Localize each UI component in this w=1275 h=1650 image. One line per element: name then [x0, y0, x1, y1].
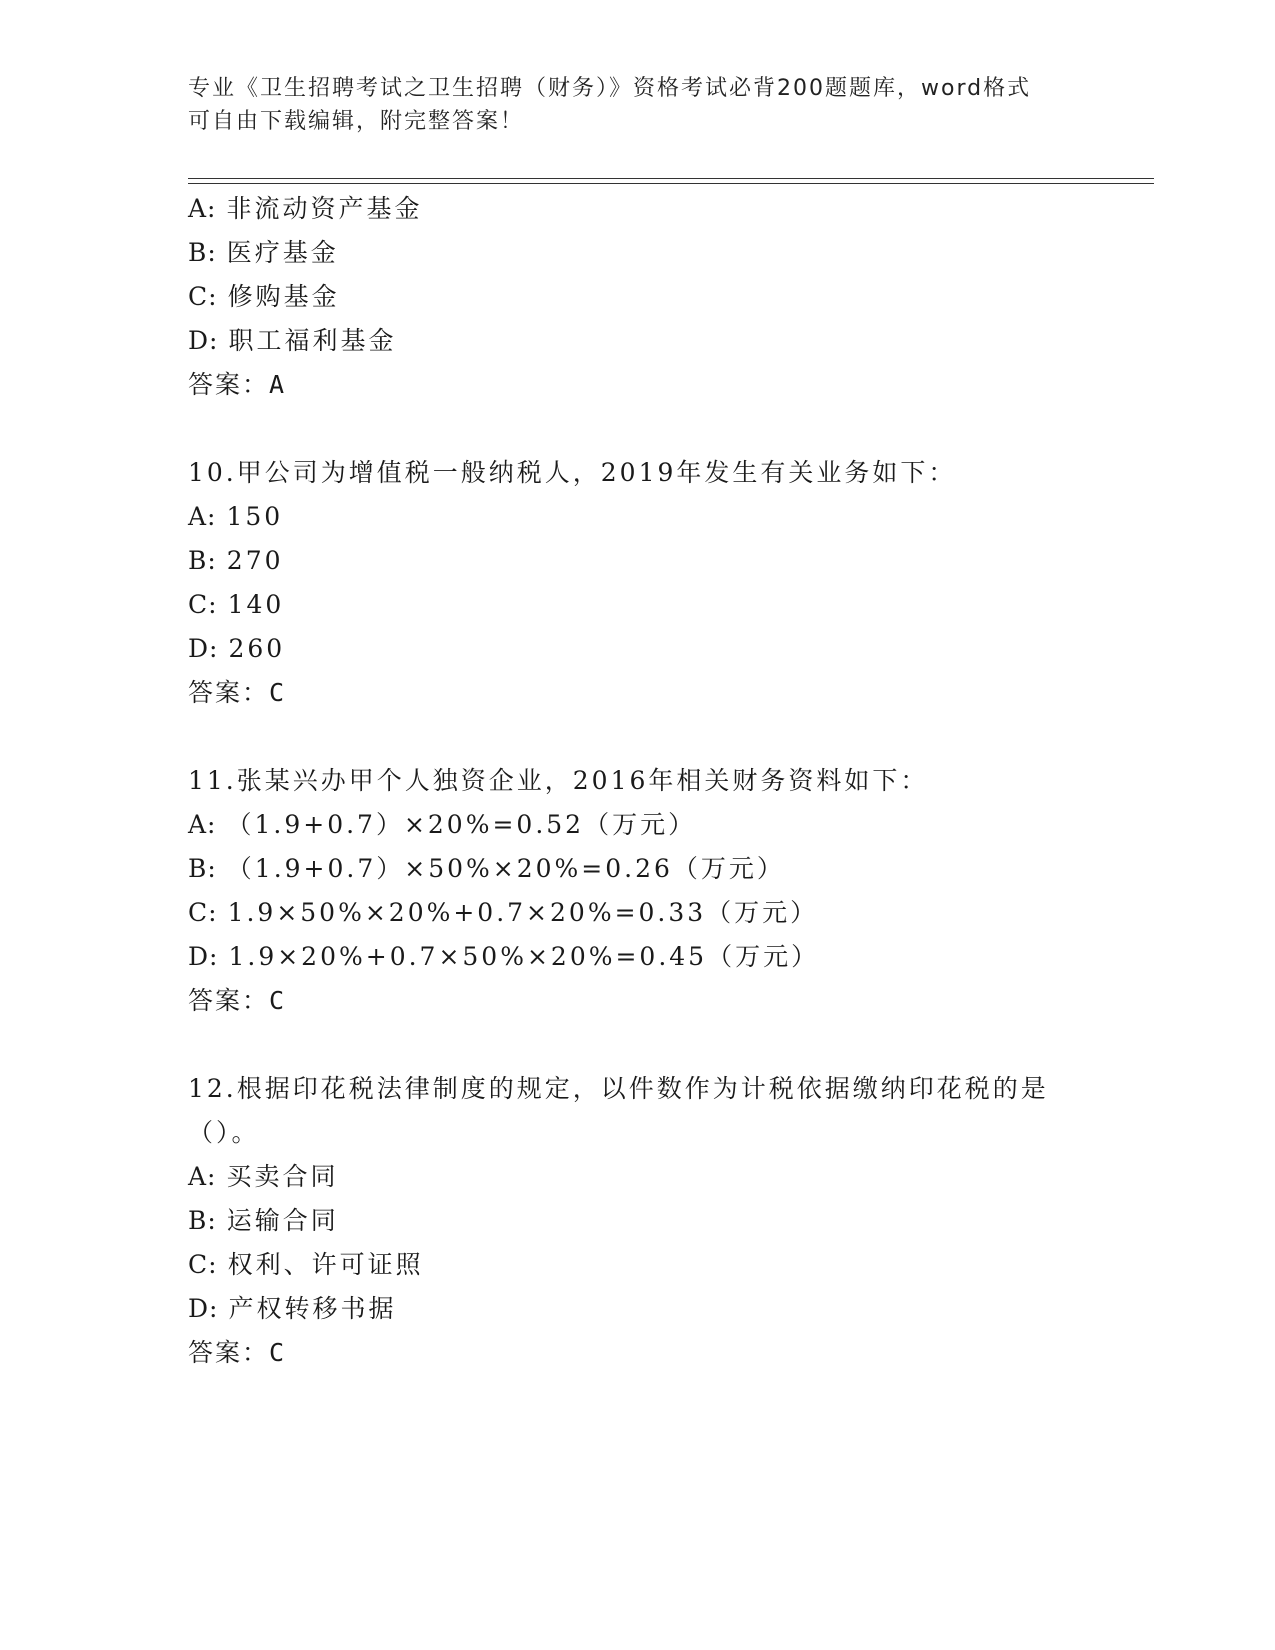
option-label: C: — [188, 1250, 218, 1279]
option-label: A: — [188, 194, 217, 223]
option-text: 买卖合同 — [226, 1162, 339, 1191]
option-text: 修购基金 — [227, 282, 340, 311]
document-header — [188, 72, 1068, 138]
option-label: C: — [188, 282, 218, 311]
q12-option-c — [188, 1250, 424, 1280]
header-divider-top — [188, 178, 1154, 179]
option-text: 1.9×20%+0.7×50%×20%=0.45（万元） — [228, 942, 820, 971]
q10-option-a — [188, 502, 283, 532]
option-label: B: — [188, 546, 217, 575]
option-label: D: — [188, 1294, 219, 1323]
q12-stem-line-1: 12.根据印花税法律制度的规定，以件数作为计税依据缴纳印花税的是 — [188, 1074, 1049, 1103]
option-label: D: — [188, 634, 219, 663]
q9-option-a — [188, 194, 423, 224]
option-label: A: — [188, 1162, 217, 1191]
option-text: 150 — [226, 502, 284, 531]
q12-option-a — [188, 1162, 339, 1192]
option-text: 医疗基金 — [226, 238, 339, 267]
option-label: A: — [188, 810, 217, 839]
option-label: D: — [188, 326, 219, 355]
q12-option-d — [188, 1294, 396, 1324]
answer-prefix: 答案： — [188, 986, 270, 1015]
option-text: 运输合同 — [226, 1206, 339, 1235]
q11-option-c — [188, 898, 818, 928]
q12-stem-line-2: （）。 — [188, 1118, 260, 1147]
header-line-1: 专业《卫生招聘考试之卫生招聘（财务）》资格考试必背200题题库，word格式 — [188, 76, 1032, 101]
answer-prefix: 答案： — [188, 678, 270, 707]
option-text: （1.9+0.7）×50%×20%=0.26（万元） — [226, 854, 785, 883]
q11-stem: 11.张某兴办甲个人独资企业，2016年相关财务资料如下： — [188, 766, 929, 795]
option-text: 非流动资产基金 — [226, 194, 423, 223]
q9-answer — [188, 370, 286, 400]
q11-option-b — [188, 854, 785, 884]
option-label: A: — [188, 502, 217, 531]
q10-stem: 10.甲公司为增值税一般纳税人，2019年发生有关业务如下： — [188, 458, 957, 487]
answer-value: C — [269, 1338, 287, 1367]
q11-option-a — [188, 810, 696, 840]
q10-option-b — [188, 546, 284, 576]
q9-option-c — [188, 282, 340, 312]
answer-value: C — [269, 678, 287, 707]
q10-option-d — [188, 634, 285, 664]
option-label: C: — [188, 590, 218, 619]
q9-option-b — [188, 238, 339, 268]
header-line-2: 可自由下载编辑，附完整答案！ — [188, 109, 525, 134]
option-label: B: — [188, 854, 217, 883]
answer-prefix: 答案： — [188, 370, 270, 399]
option-label: B: — [188, 1206, 217, 1235]
answer-value: C — [269, 986, 287, 1015]
option-text: 权利、许可证照 — [227, 1250, 424, 1279]
answer-value: A — [269, 370, 287, 399]
q12-answer — [188, 1338, 286, 1368]
q12-option-b — [188, 1206, 339, 1236]
q10-answer — [188, 678, 286, 708]
option-label: C: — [188, 898, 218, 927]
q10-option-c — [188, 590, 284, 620]
option-label: D: — [188, 942, 219, 971]
option-text: 270 — [226, 546, 284, 575]
option-text: 职工福利基金 — [228, 326, 397, 355]
option-text: 140 — [227, 590, 285, 619]
option-text: 260 — [228, 634, 286, 663]
answer-prefix: 答案： — [188, 1338, 270, 1367]
header-divider-bottom — [188, 183, 1154, 184]
option-text: 产权转移书据 — [228, 1294, 397, 1323]
option-label: B: — [188, 238, 217, 267]
option-text: （1.9+0.7）×20%=0.52（万元） — [226, 810, 697, 839]
option-text: 1.9×50%×20%+0.7×20%=0.33（万元） — [227, 898, 819, 927]
q11-option-d — [188, 942, 819, 972]
q9-option-d — [188, 326, 396, 356]
q11-answer — [188, 986, 286, 1016]
